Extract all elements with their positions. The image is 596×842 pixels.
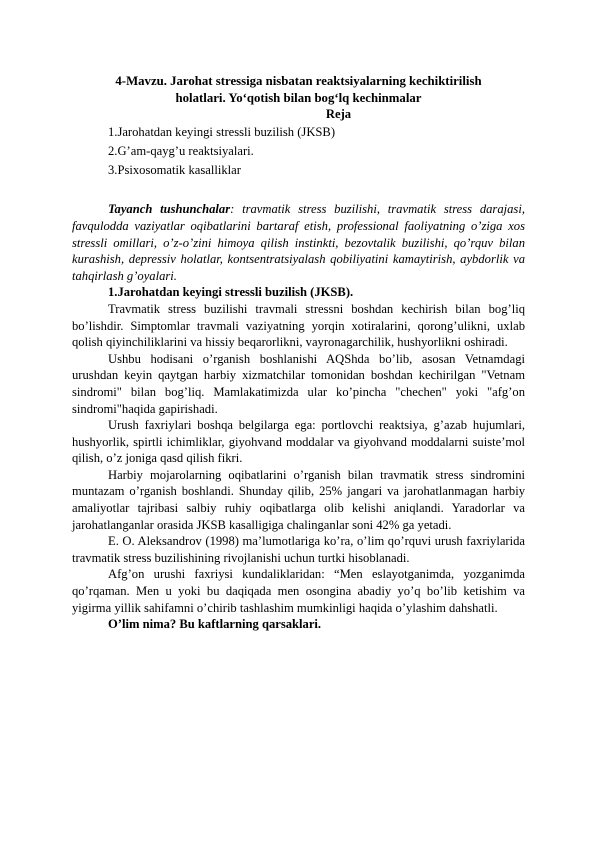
keywords-paragraph — [72, 201, 525, 284]
paragraph-3: Urush faxriylari boshqa belgilarga ega: portlovchi reaktsiya, g’azab hujumlari, hushyorlik, spirtli ichimliklar, giyohvand moddalar va giyohvand moddalarni suiste’mol qilish, o’z joniga qasd qilish fikri. — [72, 418, 525, 466]
plan-label: Reja — [325, 107, 352, 122]
final-heading: O’lim nima? Bu kaftlarning qarsaklari. — [108, 617, 322, 632]
paragraph-2: Ushbu hodisani o’rganish boshlanishi AQShda bo’lib, asosan Vetnamdagi urushdan keyin qaytgan harbiy xizmatchilar tomonidan boshdan kechirilgan "Vetnam sindromi" bilan bog’liq. Mamlakatimizda ular ko’pincha "chechen" yoki "afg’on sindromi"haqida gapirishadi. — [72, 351, 525, 416]
keywords-label: Tayanch tushunchalar — [108, 202, 231, 217]
title-line-1: 4-Mavzu. Jarohat stressiga nisbatan reaktsiyalarning kechiktirilish — [115, 74, 482, 88]
paragraph-6: Afg’on urushi faxriysi kundaliklaridan: “Men eslayotganimda, yozganimda qo’rqaman. Men u yoki bu daqiqada men osongina abadiy yo’q bo’lib ketishim va yigirma yillik sahifamni o’chirib tashlashim mumkinligi haqida o’ylashim dahshatli. — [72, 567, 525, 615]
paragraph-5: E. O. Aleksandrov (1998) ma’lumotlariga ko’ra, o’lim qo’rquvi urush faxriylarida travmatik stress buzilishining rivojlanishi uchun turtki hisoblanadi. — [72, 534, 525, 565]
document-body — [72, 73, 525, 633]
paragraph-1: Travmatik stress buzilishi travmali stressni boshdan kechirish bilan bog’liq bo’lishdir. Simptomlar travmali vaziyatning yorqin xotiralarini, qorong’ulikni, uxlab qolish qiyinchiliklarini va hissiy beqarorlikni, vayronagarchilik, hushyorlikni oshiradi. — [72, 301, 525, 350]
keywords-text: : travmatik stress buzilishi, travmatik stress darajasi, favqulodda vaziyatlar oqibatlarini bartaraf etish, professional faoliyatning o’ziga xos stressli omillari, o’z-o’zini himoya qilish instinkti, bezovtalik buzilishi, qo’rquv bilan kurashish, depressiv holatlar, kontsentratsiyalash qobiliyatini kamaytirish, aybdorlik va tahqirlash g’oyalari. — [72, 202, 525, 283]
plan-item-3: 3.Psixosomatik kasalliklar — [108, 163, 241, 178]
lecture-title — [72, 73, 525, 106]
plan-item-2: 2.G’am-qayg’u reaktsiyalari. — [108, 143, 254, 158]
plan-item-1: 1.Jarohatdan keyingi stressli buzilish (JKSB) — [108, 124, 336, 139]
paragraph-4: Harbiy mojarolarning oqibatlarini o’rganish bilan travmatik stress sindromini muntazam o’rganish boshlandi. Shunday qilib, 25% jangari va jarohatlanmagan harbiy amaliyotlar tajribasi salbiy ruhiy oqibatlarga olib kelishi aniqlandi. Yaradorlar va jarohatlanganlar orasida JKSB kasalligiga chalinganlar soni 42% ga yetadi. — [72, 467, 525, 532]
plan-list — [72, 123, 525, 181]
title-line-2: holatlari. Yo‘qotish bilan bog‘lq kechinmalar — [175, 90, 422, 105]
section-1-heading: 1.Jarohatdan keyingi stressli buzilish (JKSB). — [108, 285, 354, 300]
